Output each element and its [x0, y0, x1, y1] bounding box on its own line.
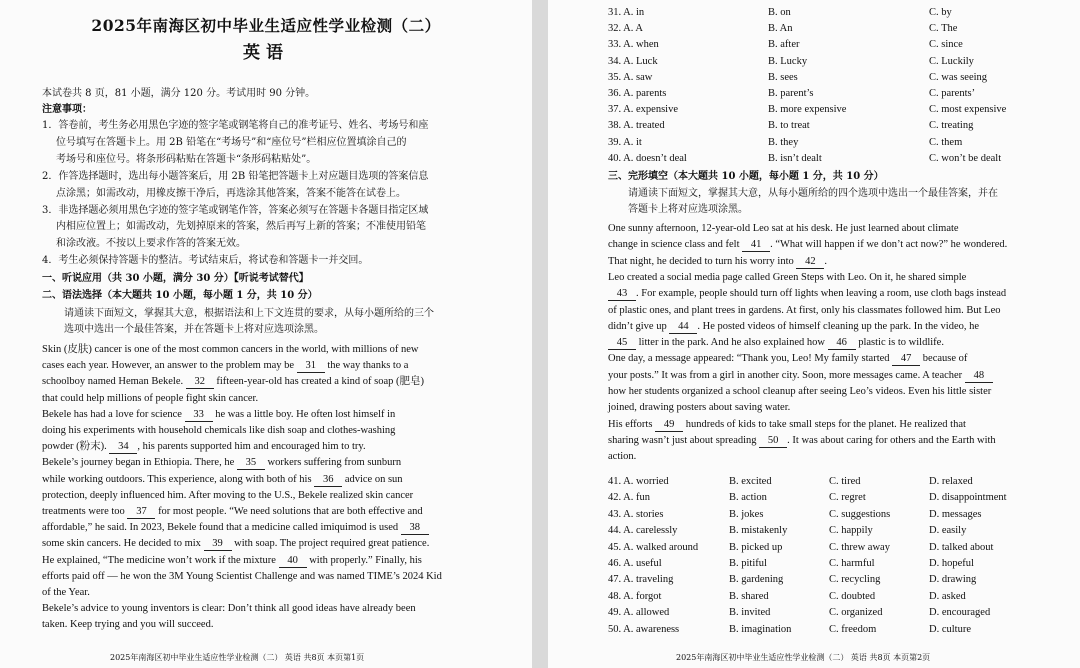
passage-line [608, 449, 636, 465]
passage-text: workers suffering from sunburn [264, 457, 402, 469]
instruction-line: 请通读下面短文，掌握其大意，根据语法和上下文连贯的要求，从每小题所给的三个 [64, 308, 434, 319]
answer-blank: 44 [669, 320, 697, 334]
answer-blank: 45 [608, 336, 636, 350]
option-choice: 32. A. A [608, 23, 644, 35]
exam-page-2 [548, 0, 1080, 668]
instruction-line: 选项中选出一个最佳答案，并在答题卡上将对应选项涂黑。 [64, 324, 324, 335]
passage-text: taken. Keep trying and you will succeed. [42, 619, 214, 631]
answer-blank: 36 [314, 473, 342, 487]
passage-line [42, 536, 429, 552]
answer-blank: 34 [109, 440, 137, 454]
passage-line [608, 237, 1007, 253]
passage-text: Skin (皮肤) cancer is one of the most common cancers in the world, with millions of new [42, 344, 419, 355]
passage-text: protection, deeply influenced him. After moving to the U.S., Bekele realized skin cancer [42, 489, 414, 501]
option-choice: C. organized [829, 607, 883, 619]
exam-page-1 [0, 0, 532, 668]
answer-blank: 43 [608, 287, 636, 301]
passage-text: litter in the park. And he also explained how [636, 337, 828, 349]
passage-text: because of [920, 353, 968, 365]
option-choice: C. happily [829, 525, 873, 537]
answer-blank: 31 [297, 359, 325, 373]
option-choice: D. easily [929, 525, 967, 537]
notice-line: 点涂黑；如需改动，用橡皮擦干净后，再选涂其他答案，答案不能答在试卷上。 [56, 187, 406, 199]
answer-blank: 39 [204, 537, 232, 551]
exam-title: 2025年南海区初中毕业生适应性学业检测（二） [91, 16, 441, 35]
passage-text: One day, a message appeared: “Thank you, Leo! My family started [608, 353, 893, 365]
passage-text: Bekele’s journey began in Ethiopia. There, he [42, 457, 237, 469]
option-choice: 33. A. when [608, 39, 659, 51]
option-choice: C. treating [929, 120, 974, 132]
passage-text: fifteen-year-old has created a kind of soap (肥皂) [213, 376, 425, 388]
option-choice: C. tired [829, 476, 861, 487]
option-choice: C. most expensive [929, 104, 1007, 116]
passage-line [42, 407, 395, 423]
option-choice: B. invited [729, 607, 771, 619]
answer-blank: 35 [237, 456, 265, 470]
page-footer-1: 2025年南海区初中毕业生适应性学业检测（二） 英语 共8页 本页第1页 [110, 653, 365, 662]
passage-text: Bekele’s advice to young inventors is clear: Don’t think all good ideas have already been [42, 603, 416, 615]
option-choice: B. Lucky [768, 55, 808, 67]
passage-text: Bekele has had a love for science [42, 408, 185, 420]
option-choice: D. encouraged [929, 607, 991, 619]
option-choice: B. after [768, 39, 800, 51]
option-choice: D. drawing [929, 574, 977, 586]
passage-line [608, 286, 1006, 302]
option-choice: 44. A. carelessly [608, 525, 678, 537]
option-choice: B. jokes [729, 508, 764, 520]
option-choice: 39. A. it [608, 136, 642, 148]
passage-text: , his parents supported him and encouraged him to try. [137, 441, 366, 453]
passage-text: with properly.” Finally, his [306, 554, 422, 566]
answer-blank: 40 [279, 554, 307, 568]
passage-line [42, 569, 442, 585]
passage-line [608, 270, 966, 286]
subject-title: 英语 [243, 43, 289, 63]
answer-blank: 38 [401, 521, 429, 535]
answer-blank: 49 [655, 418, 683, 432]
option-choice: B. imagination [729, 623, 792, 635]
option-choice: D. asked [929, 590, 966, 602]
option-choice: D. relaxed [929, 476, 973, 487]
passage-line [42, 553, 422, 569]
option-choice: 47. A. traveling [608, 574, 674, 586]
passage-text: affordable,” he said. In 2023, Bekele found that a medicine called imiquimod is used [42, 522, 401, 534]
exam-intro: 本试卷共 8 页，81 小题，满分 120 分。考试用时 90 分钟。 [42, 88, 316, 99]
passage-line [608, 400, 790, 416]
option-choice: C. since [929, 39, 963, 51]
page-footer-2: 2025年南海区初中毕业生适应性学业检测（二） 英语 共8页 本页第2页 [676, 653, 931, 662]
option-choice: 45. A. walked around [608, 541, 699, 553]
passage-text: with soap. The project required great patience. [231, 538, 430, 550]
passage-text: while working outdoors. This experience, along with both of his [42, 473, 315, 485]
passage-text: your posts.” It was from a girl in another city. Soon, more messages came. A teacher [608, 369, 965, 381]
passage-line [42, 455, 401, 471]
option-choice: 38. A. treated [608, 120, 665, 132]
option-choice: 43. A. stories [608, 508, 664, 520]
passage-text: of plastic ones, and plant trees in gardens. At first, only his classmates followed him. But Leo [608, 304, 1001, 316]
option-choice: C. parents’ [929, 88, 976, 99]
passage-text: His efforts [608, 418, 656, 430]
option-choice: 46. A. useful [608, 558, 662, 569]
passage-text: . For example, people should turn off lights when leaving a room, use cloth bags instead [636, 288, 1007, 300]
passage-text: Leo created a social media page called Green Steps with Leo. On it, he shared simple [608, 271, 967, 283]
passage-text: schoolboy named Heman Bekele. [42, 376, 186, 388]
passage-text: cases each year. However, an answer to the problem may be [42, 360, 297, 372]
passage-line [42, 520, 429, 536]
passage-text: of the Year. [42, 587, 90, 598]
option-choice: B. on [768, 7, 791, 18]
answer-blank: 50 [759, 434, 787, 448]
option-choice: C. was seeing [929, 71, 988, 83]
passage-text: the way thanks to a [324, 360, 409, 372]
answer-blank: 46 [828, 336, 856, 350]
notice-line: 3．非选择题必须用黑色字迹的签字笔或钢笔作答，答案必须写在答题卡各题目指定区域 [42, 204, 429, 216]
passage-line [608, 303, 1001, 319]
answer-blank: 48 [965, 369, 993, 383]
passage-text: action. [608, 451, 637, 463]
passage-text: for most people. “We need solutions that are both effective and [155, 506, 423, 517]
option-choice: 31. A. in [608, 7, 645, 18]
passage-line [42, 358, 408, 374]
option-choice: C. threw away [829, 541, 890, 553]
option-choice: C. harmful [829, 558, 875, 569]
passage-line [42, 504, 423, 520]
answer-blank: 41 [742, 238, 770, 252]
notice-line: 2．作答选择题时，选出每小题答案后，用 2B 铅笔把答题卡上对应题目选项的答案信息 [42, 170, 429, 182]
passage-line [42, 601, 416, 617]
passage-text: One sunny afternoon, 12-year-old Leo sat at his desk. He just learned about climate [608, 223, 959, 234]
option-choice: B. to treat [768, 120, 810, 132]
option-choice: 50. A. awareness [608, 623, 680, 635]
passage-text: plastic is to wildlife. [855, 337, 944, 349]
passage-text: . It was about caring for others and the Earth with [787, 434, 996, 446]
passage-line [608, 368, 993, 384]
section-cloze: 三、完形填空（本大题共 10 小题，每小题 1 分，共 10 分） [608, 171, 884, 182]
option-choice: B. action [729, 492, 767, 504]
option-choice: B. gardening [729, 574, 784, 586]
option-choice: 40. A. doesn’t deal [608, 152, 687, 164]
option-choice: C. suggestions [829, 508, 891, 520]
answer-blank: 37 [127, 505, 155, 519]
notice-line: 位号填写在答题卡上。用 2B 铅笔在“考场号”和“座位号”栏相应位置填涂自己的 [56, 136, 407, 148]
passage-text: joined, drawing posters about saving water. [608, 402, 791, 414]
instruction-line: 答题卡上将对应选项涂黑。 [628, 204, 748, 215]
passage-line [42, 374, 424, 390]
option-choice: B. they [768, 136, 799, 148]
passage-line [42, 342, 418, 358]
option-choice: C. recycling [829, 574, 881, 586]
passage-text: powder (粉末). [42, 441, 110, 453]
passage-text: doing his experiments with household chemicals like dish soap and clothes-washing [42, 425, 396, 436]
passage-text: That night, he decided to turn his worry into [608, 255, 797, 267]
notice-line: 考场号和座位号。将条形码粘贴在答题卡“条形码粘贴处”。 [56, 153, 317, 165]
answer-blank: 42 [796, 255, 824, 269]
passage-text: he was a little boy. He often lost himself in [212, 408, 396, 420]
option-choice: 42. A. fun [608, 492, 650, 504]
passage-line [608, 221, 959, 237]
passage-text: . He posted videos of himself cleaning up the park. In the video, he [697, 320, 980, 332]
option-choice: B. An [768, 23, 793, 35]
passage-line [42, 439, 366, 455]
option-choice: C. by [929, 7, 952, 18]
option-choice: C. doubted [829, 590, 876, 602]
option-choice: 35. A. saw [608, 71, 653, 83]
option-choice: 41. A. worried [608, 476, 669, 487]
passage-text: advice on sun [342, 473, 403, 485]
passage-text: didn’t give up [608, 320, 670, 332]
option-choice: 37. A. expensive [608, 104, 678, 116]
passage-text: how her students organized a school cleanup after seeing Leo’s videos. Even his little sister [608, 386, 992, 397]
passage-text: . “What will happen if we don’t act now?” he wondered. [770, 239, 1008, 251]
passage-line [608, 384, 991, 400]
answer-blank: 32 [186, 375, 214, 389]
passage-text: sharing wasn’t just about spreading [608, 434, 760, 446]
option-choice: C. Luckily [929, 55, 974, 67]
passage-text: some skin cancers. He decided to mix [42, 538, 204, 550]
passage-text: . [824, 255, 828, 267]
option-choice: B. shared [729, 590, 769, 602]
answer-blank: 33 [185, 408, 213, 422]
option-choice: D. culture [929, 623, 971, 635]
option-choice: B. excited [729, 476, 772, 487]
section-grammar: 二、语法选择（本大题共 10 小题，每小题 1 分，共 10 分） [42, 290, 318, 301]
passage-text: that could help millions of people fight skin cancer. [42, 392, 259, 404]
passage-line [608, 335, 944, 351]
option-choice: B. mistakenly [729, 525, 788, 537]
option-choice: D. talked about [929, 541, 994, 553]
section-listening: 一、听说应用（共 30 小题，满分 30 分）【听说考试替代】 [42, 273, 309, 284]
option-choice: D. disappointment [929, 492, 1007, 504]
passage-line [608, 433, 996, 449]
notice-line: 4．考生必须保持答题卡的整洁。考试结束后，将试卷和答题卡一并交回。 [42, 255, 369, 267]
passage-line [608, 254, 827, 270]
option-choice: B. picked up [729, 541, 783, 553]
passage-line [608, 417, 966, 433]
option-choice: C. freedom [829, 623, 877, 635]
option-choice: D. hopeful [929, 558, 974, 569]
notice-line: 内相应位置上；如需改动，先划掉原来的答案，然后再写上新的答案；不准使用铅笔 [56, 221, 426, 233]
option-choice: C. them [929, 136, 963, 148]
option-choice: C. won’t be dealt [929, 152, 1002, 164]
passage-line [42, 472, 403, 488]
option-choice: 34. A. Luck [608, 55, 658, 67]
passage-line [608, 351, 967, 367]
passage-text: hundreds of kids to take small steps for the planet. He realized that [683, 418, 966, 430]
notice-line: 1．答卷前，考生务必用黑色字迹的签字笔或钢笔将自己的准考证号、姓名、考场号和座 [42, 120, 429, 131]
option-choice: 36. A. parents [608, 88, 667, 99]
passage-text: efforts paid off — he won the 3M Young Scientist Challenge and was named TIME’s 2024 Kid [42, 570, 442, 582]
notice-heading: 注意事项： [42, 104, 92, 115]
option-choice: B. sees [768, 71, 798, 83]
option-choice: B. parent’s [768, 88, 814, 99]
passage-line [42, 617, 213, 633]
option-choice: B. pitiful [729, 558, 767, 569]
passage-text: treatments were too [42, 506, 128, 517]
passage-line [42, 488, 413, 504]
option-choice: C. The [929, 23, 958, 35]
option-choice: B. more expensive [768, 104, 847, 116]
passage-line [608, 319, 979, 335]
passage-line [42, 423, 395, 439]
option-choice: D. messages [929, 508, 982, 520]
option-choice: 49. A. allowed [608, 607, 670, 619]
option-choice: B. isn’t dealt [768, 152, 822, 164]
answer-blank: 47 [892, 352, 920, 366]
passage-line [42, 585, 90, 601]
instruction-line: 请通读下面短文，掌握其大意，从每小题所给的四个选项中选出一个最佳答案，并在 [628, 188, 998, 199]
passage-text: change in science class and felt [608, 239, 743, 251]
passage-line [42, 391, 258, 407]
option-choice: 48. A. forgot [608, 590, 662, 602]
notice-line: 和涂改液。不按以上要求作答的答案无效。 [56, 238, 246, 250]
option-choice: C. regret [829, 492, 866, 504]
passage-text: He explained, “The medicine won’t work if the mixture [42, 554, 279, 566]
